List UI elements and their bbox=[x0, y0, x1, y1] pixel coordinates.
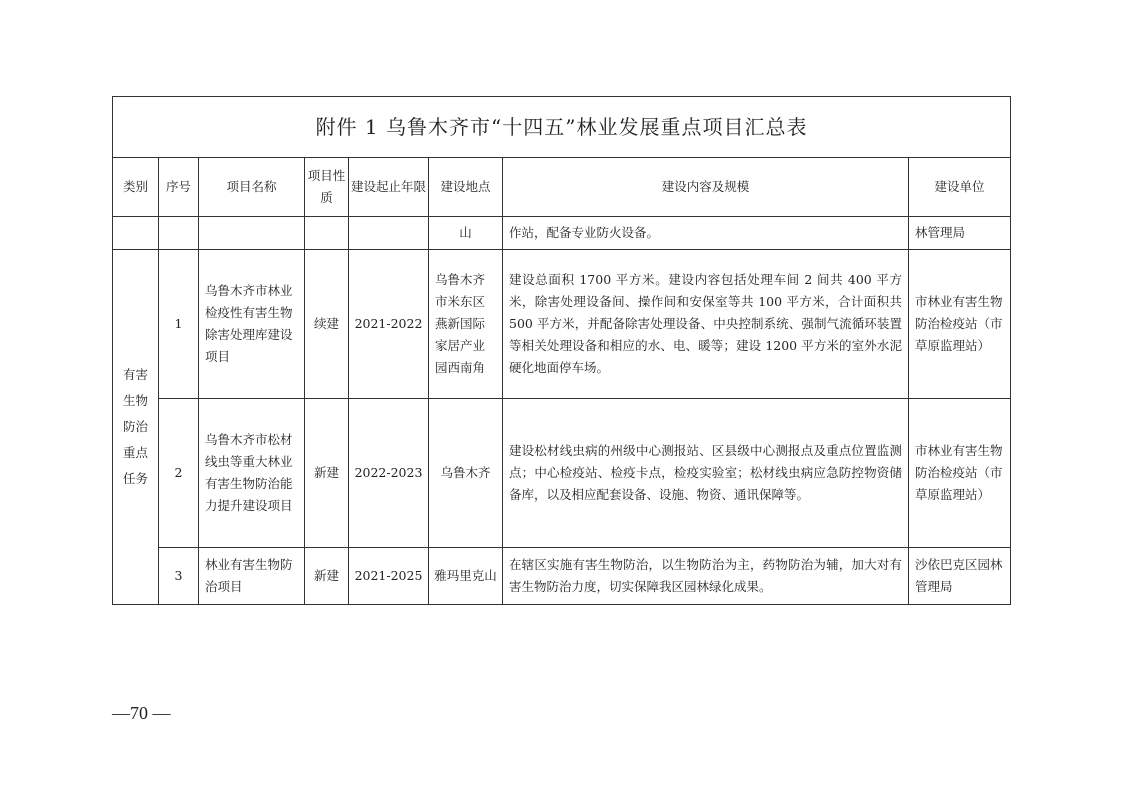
seq-cell: 3 bbox=[159, 548, 199, 605]
empty-cell bbox=[113, 217, 159, 250]
table-title: 附件 1 乌鲁木齐市“十四五”林业发展重点项目汇总表 bbox=[113, 97, 1011, 158]
empty-cell bbox=[159, 217, 199, 250]
content-cell: 建设总面积 1700 平方米。建设内容包括处理车间 2 间共 400 平方米，除害处理设备间、操作间和安保室等共 100 平方米，合计面积共 500 平方米，并配备除害处理设备、中央控制系统、强制气流循环装置等相关处理设备和相应的水、电、暖等；建设 1200 平方米的室外水泥硬化地面停车场。 bbox=[503, 250, 909, 399]
content-cell: 在辖区实施有害生物防治，以生物防治为主，药物防治为辅，加大对有害生物防治力度，切实保障我区园林绿化成果。 bbox=[503, 548, 909, 605]
continued-row bbox=[113, 217, 1011, 250]
category-label: 有害生物防治重点任务 bbox=[122, 367, 148, 486]
continued-content: 作站，配备专业防火设备。 bbox=[503, 217, 909, 250]
page-number: —70 — bbox=[112, 703, 171, 723]
unit-cell: 沙依巴克区园林管理局 bbox=[909, 548, 1011, 605]
header-period: 建设起止年限 bbox=[349, 158, 429, 217]
empty-cell bbox=[199, 217, 305, 250]
name-cell: 乌鲁木齐市松材线虫等重大林业有害生物防治能力提升建设项目 bbox=[199, 399, 305, 548]
header-content: 建设内容及规模 bbox=[503, 158, 909, 217]
seq-cell: 2 bbox=[159, 399, 199, 548]
summary-table-container bbox=[112, 96, 1010, 605]
header-name: 项目名称 bbox=[199, 158, 305, 217]
category-cell bbox=[113, 250, 159, 605]
unit-cell: 市林业有害生物防治检疫站（市草原监理站） bbox=[909, 399, 1011, 548]
header-seq: 序号 bbox=[159, 158, 199, 217]
header-category: 类别 bbox=[113, 158, 159, 217]
header-location: 建设地点 bbox=[429, 158, 503, 217]
period-cell: 2021-2025 bbox=[349, 548, 429, 605]
location-cell: 雅玛里克山 bbox=[429, 548, 503, 605]
project-summary-table bbox=[112, 96, 1011, 605]
location-cell: 乌鲁木齐 bbox=[429, 399, 503, 548]
nature-cell: 续建 bbox=[305, 250, 349, 399]
nature-cell: 新建 bbox=[305, 548, 349, 605]
name-cell: 林业有害生物防治项目 bbox=[199, 548, 305, 605]
empty-cell bbox=[305, 217, 349, 250]
header-unit: 建设单位 bbox=[909, 158, 1011, 217]
table-row bbox=[113, 250, 1011, 399]
header-nature: 项目性质 bbox=[305, 158, 349, 217]
header-row bbox=[113, 158, 1011, 217]
nature-cell: 新建 bbox=[305, 399, 349, 548]
continued-unit: 林管理局 bbox=[909, 217, 1011, 250]
content-cell: 建设松材线虫病的州级中心测报站、区县级中心测报点及重点位置监测点；中心检疫站、检疫卡点，检疫实验室；松材线虫病应急防控物资储备库，以及相应配套设备、设施、物资、通讯保障等。 bbox=[503, 399, 909, 548]
empty-cell bbox=[349, 217, 429, 250]
period-cell: 2022-2023 bbox=[349, 399, 429, 548]
table-row bbox=[113, 548, 1011, 605]
period-cell: 2021-2022 bbox=[349, 250, 429, 399]
seq-cell: 1 bbox=[159, 250, 199, 399]
name-cell: 乌鲁木齐市林业检疫性有害生物除害处理库建设项目 bbox=[199, 250, 305, 399]
table-row bbox=[113, 399, 1011, 548]
unit-cell: 市林业有害生物防治检疫站（市草原监理站） bbox=[909, 250, 1011, 399]
continued-location: 山 bbox=[429, 217, 503, 250]
location-cell: 乌鲁木齐市米东区燕新国际家居产业园西南角 bbox=[429, 250, 503, 399]
